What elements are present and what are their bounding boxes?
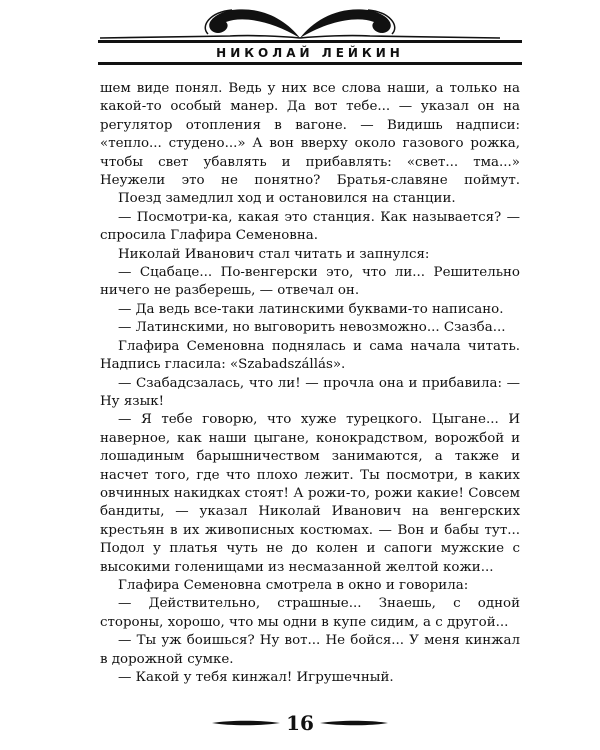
paragraph: — Действительно, страшные... Знаешь, с одной стороны, хорошо, что мы одни в купе сидим, а с другой... — [100, 596, 520, 630]
body-text — [100, 80, 520, 687]
paragraph: — Я тебе говорю, что хуже турецкого. Цыгане... И наверное, как наши цыгане, конокрадством, ворожбой и лошадиным барышничеством занимаются, а также и насчет того, где что плохо лежит. Ты посмотри, в каких овчинных накидках стоят! А рожи-то, рожи какие! Совсем бандиты, — указал Николай Иванович на венгерских крестьян в их живописных костюмах. — Вон и бабы тут... Подол у платья чуть не до колен и сапоги мужские с высокими голенищами из несмазанной желтой кожи... — [100, 412, 520, 575]
paragraph: шем виде понял. Ведь у них все слова наши, а только на какой-то особый манер. Да вот тебе... — указал он на регулятор отопления в вагоне. — Видишь надписи: «тепло... студено...» А вон вверху около газового рожка, чтобы свет убавлять и прибавлять: «свет... тма...» Неужели это не понятно? Братья-славяне поймут. — [100, 81, 520, 189]
paragraph: Николай Иванович стал читать и запнулся: — [118, 246, 430, 262]
page-footer — [210, 708, 390, 738]
header-flourish-ornament — [0, 0, 600, 44]
paragraph: — Сзабадсзалась, что ли! — прочла она и прибавила: — Ну язык! — [100, 375, 520, 409]
paragraph: — Да ведь все-таки латинскими буквами-то написано. — [118, 301, 504, 317]
paragraph: — Сцабаце... По-венгерски это, что ли... Решительно ничего не разберешь, — отвечал он. — [100, 265, 520, 299]
paragraph: — Посмотри-ка, какая это станция. Как называется? — спросила Глафира Семеновна. — [100, 209, 520, 244]
running-head — [98, 40, 522, 65]
page-number: 16 — [286, 711, 314, 735]
paragraph: — Какой у тебя кинжал! Игрушечный. — [118, 670, 394, 685]
author-name: НИКОЛАЙ ЛЕЙКИН — [216, 45, 404, 60]
paragraph: Глафира Семеновна поднялась и сама начала читать. Надпись гласила: «Szabadszállás». — [100, 338, 520, 373]
paragraph: Глафира Семеновна смотрела в окно и говорила: — [118, 577, 469, 593]
paragraph: — Латинскими, но выговорить невозможно... Сзазба... — [118, 320, 506, 336]
paragraph: — Ты уж боишься? Ну вот... Не бойся... У меня кинжал в дорожной сумке. — [100, 633, 520, 667]
paragraph: Поезд замедлил ход и остановился на станции. — [118, 191, 456, 207]
